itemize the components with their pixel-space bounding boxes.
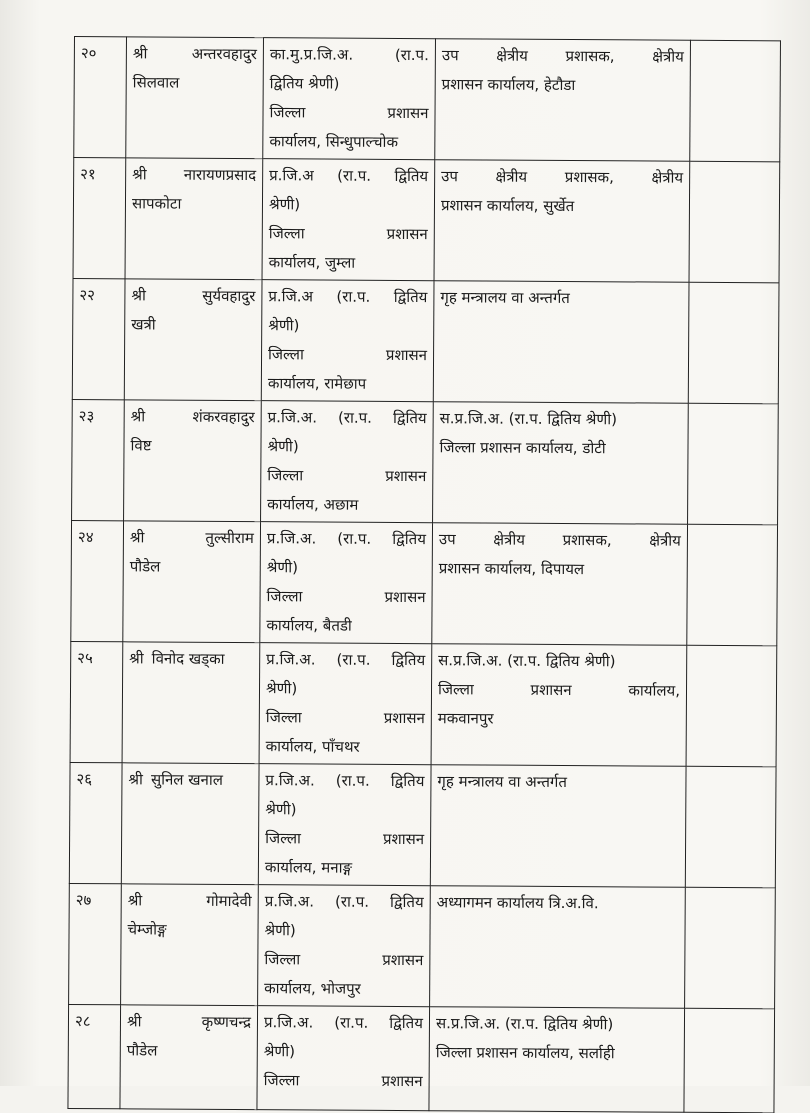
new-post-cell (432, 523, 688, 646)
serial-number-cell (69, 762, 122, 883)
name-family: विष्ट (130, 436, 152, 455)
new-post-line: मकवानपुर (437, 709, 494, 728)
serial-number: २६ (76, 770, 93, 789)
current-post-line: प्र.जि.अ. (रा.प. द्वितिय (263, 1013, 424, 1033)
current-post-line: श्रेणी) (265, 679, 298, 698)
remarks-cell (688, 282, 779, 404)
new-post-line: उप क्षेत्रीय प्रशासक, क्षेत्रीय (441, 46, 684, 66)
serial-number-cell (72, 278, 125, 399)
name-honorific: श्री (128, 770, 144, 789)
new-post-line: स.प्र.जि.अ. (रा.प. द्वितिय श्रेणी) (435, 1014, 614, 1034)
new-post-line: प्रशासन कार्यालय, हेटौडा (441, 75, 576, 95)
current-post-cell (261, 401, 434, 523)
current-post-line: जिल्ला प्रशासन (265, 829, 425, 849)
name-honorific: श्री (127, 891, 143, 910)
current-post-line: प्र.जि.अ. (रा.प. द्वितिय (265, 771, 425, 791)
current-post-line: श्रेणी) (265, 800, 297, 819)
serial-number: २२ (79, 286, 96, 305)
new-post-cell (433, 281, 689, 404)
current-post-line: कार्यालय, रामेछाप (267, 374, 367, 393)
current-post-line: कार्यालय, पाँचथर (265, 737, 360, 756)
name-family: चेम्जोङ्ग (127, 920, 167, 939)
current-post-line: कार्यालय, मनाङ्ग (264, 858, 353, 877)
name-given: शंकरवहादुर (192, 407, 255, 427)
name-given: तुल्सीराम (205, 528, 254, 548)
new-post-cell (433, 402, 689, 525)
current-post-line: जिल्ला प्रशासन (267, 466, 427, 486)
current-post-line: प्र.जि.अ (रा.प. द्वितिय (269, 166, 429, 186)
serial-number-cell (69, 883, 122, 1004)
name-family: पौडेल (126, 1041, 158, 1060)
serial-number: २१ (80, 165, 96, 184)
current-post-line: श्रेणी) (263, 1042, 296, 1061)
remarks-cell (689, 161, 780, 283)
serial-number: २५ (77, 649, 93, 668)
table-row (72, 278, 779, 403)
name-given: अन्तरवहादुर (191, 44, 257, 64)
serial-number-cell (70, 641, 123, 762)
name-given: सुर्यवहादुर (202, 286, 256, 306)
current-post-line: कार्यालय, सिन्धुपाल्चोक (269, 132, 399, 151)
new-post-cell (431, 644, 687, 767)
new-post-line: जिल्ला प्रशासन कार्यालय, सर्लाही (435, 1043, 615, 1063)
remarks-cell (685, 887, 776, 1009)
name-family (128, 794, 252, 795)
current-post-line: जिल्ला प्रशासन (266, 587, 426, 607)
remarks-cell (684, 1008, 775, 1113)
new-post-line: गृह मन्त्रालय वा अन्तर्गत (437, 772, 567, 792)
table-row (71, 520, 778, 645)
current-post-line: प्र.जि.अ. (रा.प. द्वितिय (267, 408, 427, 428)
table-row (69, 762, 776, 887)
name-family: सिलवाल (132, 73, 180, 92)
serial-number: २४ (77, 528, 94, 547)
name-family (129, 673, 253, 674)
new-post-line: प्रशासन कार्यालय, सुर्खेत (440, 196, 575, 216)
new-post-cell (430, 886, 686, 1009)
current-post-line: कार्यालय, अछाम (267, 495, 359, 514)
new-post-cell (434, 160, 690, 283)
officer-name-cell (125, 158, 263, 280)
current-post-cell (260, 522, 433, 644)
current-post-line: प्र.जि.अ. (रा.प. द्वितिय (264, 892, 424, 912)
current-post-cell (259, 643, 432, 765)
name-honorific: श्री (132, 44, 148, 63)
table-row (74, 37, 781, 162)
current-post-cell (262, 159, 435, 281)
table-row (69, 883, 776, 1008)
officer-name-cell (126, 37, 264, 159)
current-post-line: जिल्ला प्रशासन (263, 1071, 423, 1091)
new-post-line: उप क्षेत्रीय प्रशासक, क्षेत्रीय (441, 167, 684, 187)
transfer-table-body (68, 37, 781, 1113)
remarks-cell (690, 40, 781, 162)
name-honorific: श्री (126, 1012, 142, 1031)
current-post-line: प्र.जि.अ. (रा.प. द्वितिय (266, 529, 426, 549)
new-post-line: अध्यागमन कार्यालय त्रि.अ.वि. (436, 893, 599, 913)
current-post-cell (261, 280, 434, 402)
current-post-cell (257, 1006, 430, 1111)
current-post-line: का.मु.प्र.जि.अ. (रा.प. (269, 45, 429, 65)
officer-name-cell (123, 521, 261, 643)
serial-number: २३ (78, 407, 95, 426)
name-honorific: श्री (129, 528, 145, 547)
table-row (72, 399, 779, 524)
current-post-line: प्र.जि.अ (रा.प. द्वितिय (268, 287, 428, 307)
officer-name-cell (121, 763, 259, 885)
serial-number: २० (80, 44, 97, 63)
new-post-line: उप क्षेत्रीय प्रशासक, क्षेत्रीय (438, 530, 681, 550)
current-post-line: श्रेणी) (268, 316, 300, 335)
serial-number-cell (71, 520, 124, 641)
current-post-line: कार्यालय, जुम्ला (268, 253, 356, 272)
new-post-line: स.प्र.जि.अ. (रा.प. द्वितिय श्रेणी) (439, 409, 618, 429)
serial-number-cell (72, 399, 125, 520)
new-post-line: जिल्ला प्रशासन कार्यालय, डोटी (439, 438, 606, 458)
name-honorific: श्री (132, 165, 147, 184)
remarks-cell (688, 403, 779, 525)
serial-number: २८ (74, 1012, 91, 1031)
name-honorific: श्री (130, 407, 146, 426)
remarks-cell (686, 645, 777, 767)
current-post-line: श्रेणी) (268, 195, 301, 214)
name-given: कृष्णचन्द्र (201, 1012, 252, 1032)
officer-name-cell (124, 279, 262, 401)
name-family: खत्री (131, 315, 156, 334)
name-given: विनोद खड्का (151, 649, 225, 668)
current-post-cell (258, 885, 431, 1007)
current-post-cell (258, 764, 431, 886)
new-post-cell (430, 765, 686, 888)
current-post-line: जिल्ला प्रशासन (265, 708, 425, 728)
new-post-line: गृह मन्त्रालय वा अन्तर्गत (440, 288, 570, 308)
new-post-line: प्रशासन कार्यालय, दिपायल (438, 559, 585, 579)
table-row (70, 641, 777, 766)
current-post-line: श्रेणी) (264, 921, 296, 940)
name-given: सुनिल खनाल (150, 770, 223, 789)
officer-name-cell (121, 884, 259, 1006)
officer-name-cell (120, 1005, 258, 1110)
name-family: सापकोटा (131, 194, 182, 213)
table-row (73, 158, 780, 283)
current-post-line: प्र.जि.अ. (रा.प. द्वितिय (266, 650, 426, 670)
remarks-cell (685, 766, 776, 888)
serial-number: २७ (75, 891, 92, 910)
name-honorific: श्री (129, 649, 144, 668)
current-post-line: जिल्ला प्रशासन (264, 950, 424, 970)
transfer-table (67, 36, 781, 1113)
serial-number-cell (73, 158, 126, 279)
name-honorific: श्री (131, 286, 146, 305)
new-post-cell (435, 39, 691, 162)
current-post-line: द्वितिय श्रेणी) (269, 74, 340, 93)
officer-name-cell (124, 400, 262, 522)
current-post-cell (263, 38, 436, 160)
current-post-line: जिल्ला प्रशासन (268, 345, 428, 365)
current-post-line: कार्यालय, बैतडी (266, 616, 352, 635)
table-row (68, 1004, 775, 1112)
current-post-line: जिल्ला प्रशासन (268, 224, 428, 244)
name-given: गोमादेवी (206, 891, 252, 911)
current-post-line: श्रेणी) (266, 558, 299, 577)
serial-number-cell (68, 1004, 121, 1108)
officer-name-cell (122, 642, 260, 764)
current-post-line: जिल्ला प्रशासन (269, 103, 429, 123)
new-post-line: जिल्ला प्रशासन कार्यालय, (437, 680, 681, 700)
new-post-cell (429, 1007, 685, 1113)
name-given: नारायणप्रसाद (183, 165, 257, 185)
current-post-line: श्रेणी) (267, 437, 299, 456)
serial-number-cell (74, 37, 127, 158)
remarks-cell (687, 524, 778, 646)
new-post-line: स.प्र.जि.अ. (रा.प. द्वितिय श्रेणी) (438, 651, 616, 671)
name-family: पौडेल (129, 557, 161, 576)
current-post-line: कार्यालय, भोजपुर (264, 979, 361, 998)
